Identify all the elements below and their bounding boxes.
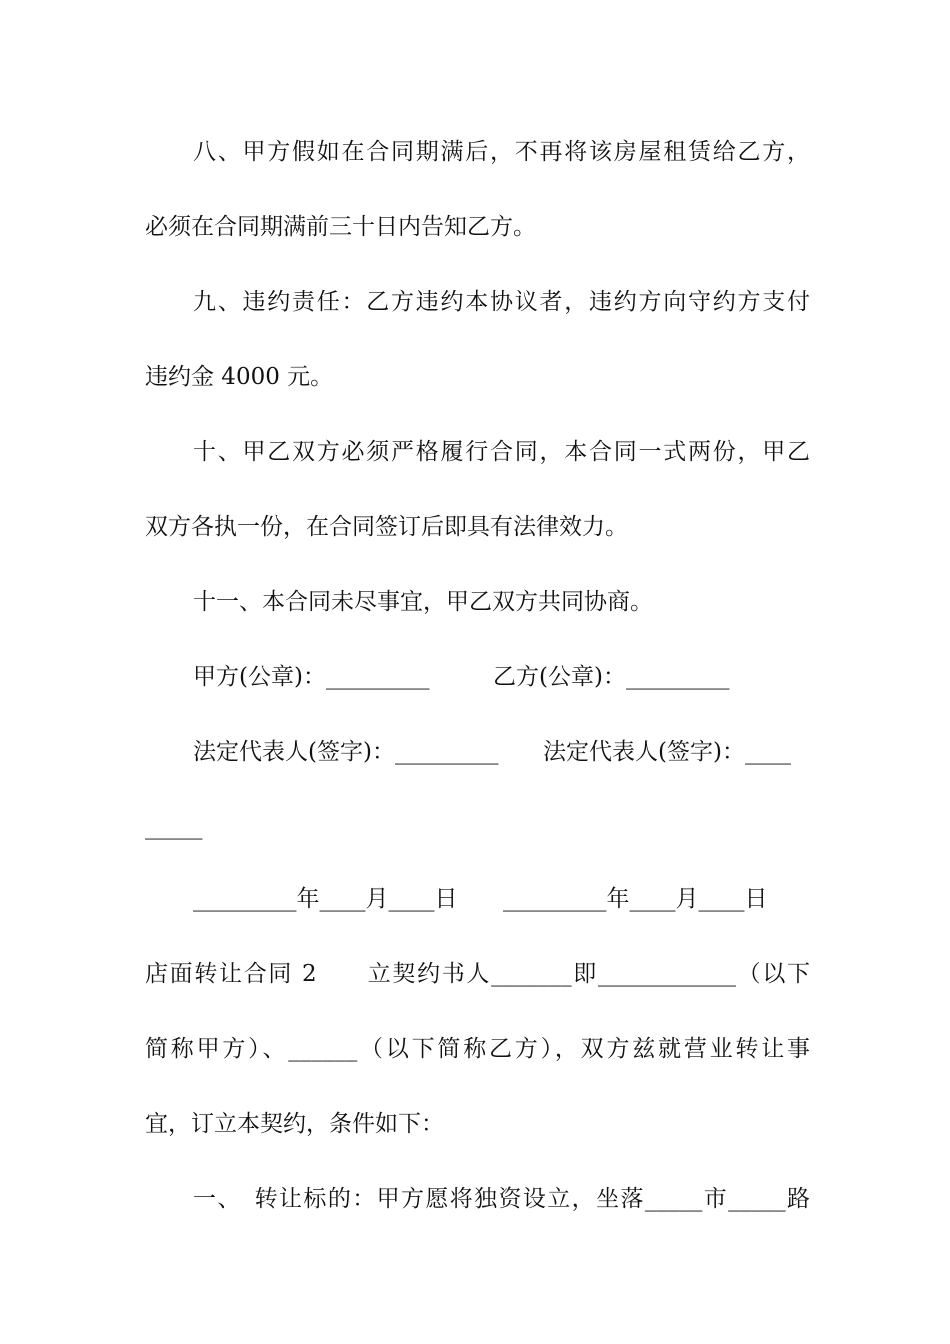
date-row xyxy=(193,884,810,914)
signature-row xyxy=(193,737,810,767)
clause-9-line-2: 违约金 4000 元。 xyxy=(145,364,334,390)
clause-8-line-2: 必须在合同期满前三十日内告知乙方。 xyxy=(145,214,536,240)
clause-10-line-1: 十、甲乙双方必须严格履行合同，本合同一式两份，甲乙 xyxy=(193,439,810,465)
contract-2-intro-line-3: 宜，订立本契约，条件如下： xyxy=(145,1111,444,1137)
clause-10-line-2: 双方各执一份，在合同签订后即具有法律效力。 xyxy=(145,514,628,540)
contract-2-intro-line-1: 店面转让合同 2 立契约书人_______即____________（以下 xyxy=(145,961,810,987)
contract-2-intro-line-2: 简称甲方）、______（以下简称乙方），双方兹就营业转让事 xyxy=(145,1036,810,1062)
signature-row-continuation: _____ xyxy=(145,814,203,840)
party-b-date-field: _________年____月____日 xyxy=(503,886,768,912)
seal-row xyxy=(193,662,810,692)
party-b-representative-field: 法定代表人(签字)：____ xyxy=(543,739,791,765)
contract-2-clause-1: 一、 转让标的：甲方愿将独资设立，坐落_____市_____路 xyxy=(193,1186,810,1212)
party-a-date-field: _________年____月____日 xyxy=(193,886,458,912)
party-a-seal-field: 甲方(公章)：_________ xyxy=(193,664,430,690)
clause-11: 十一、本合同未尽事宜，甲乙双方共同协商。 xyxy=(193,589,653,615)
party-b-seal-field: 乙方(公章)：_________ xyxy=(493,664,730,690)
clause-8-line-1: 八、甲方假如在合同期满后，不再将该房屋租赁给乙方， xyxy=(193,139,810,165)
clause-9-line-1: 九、违约责任：乙方违约本协议者，违约方向守约方支付 xyxy=(193,289,810,315)
party-a-representative-field: 法定代表人(签字)：_________ xyxy=(193,739,499,765)
